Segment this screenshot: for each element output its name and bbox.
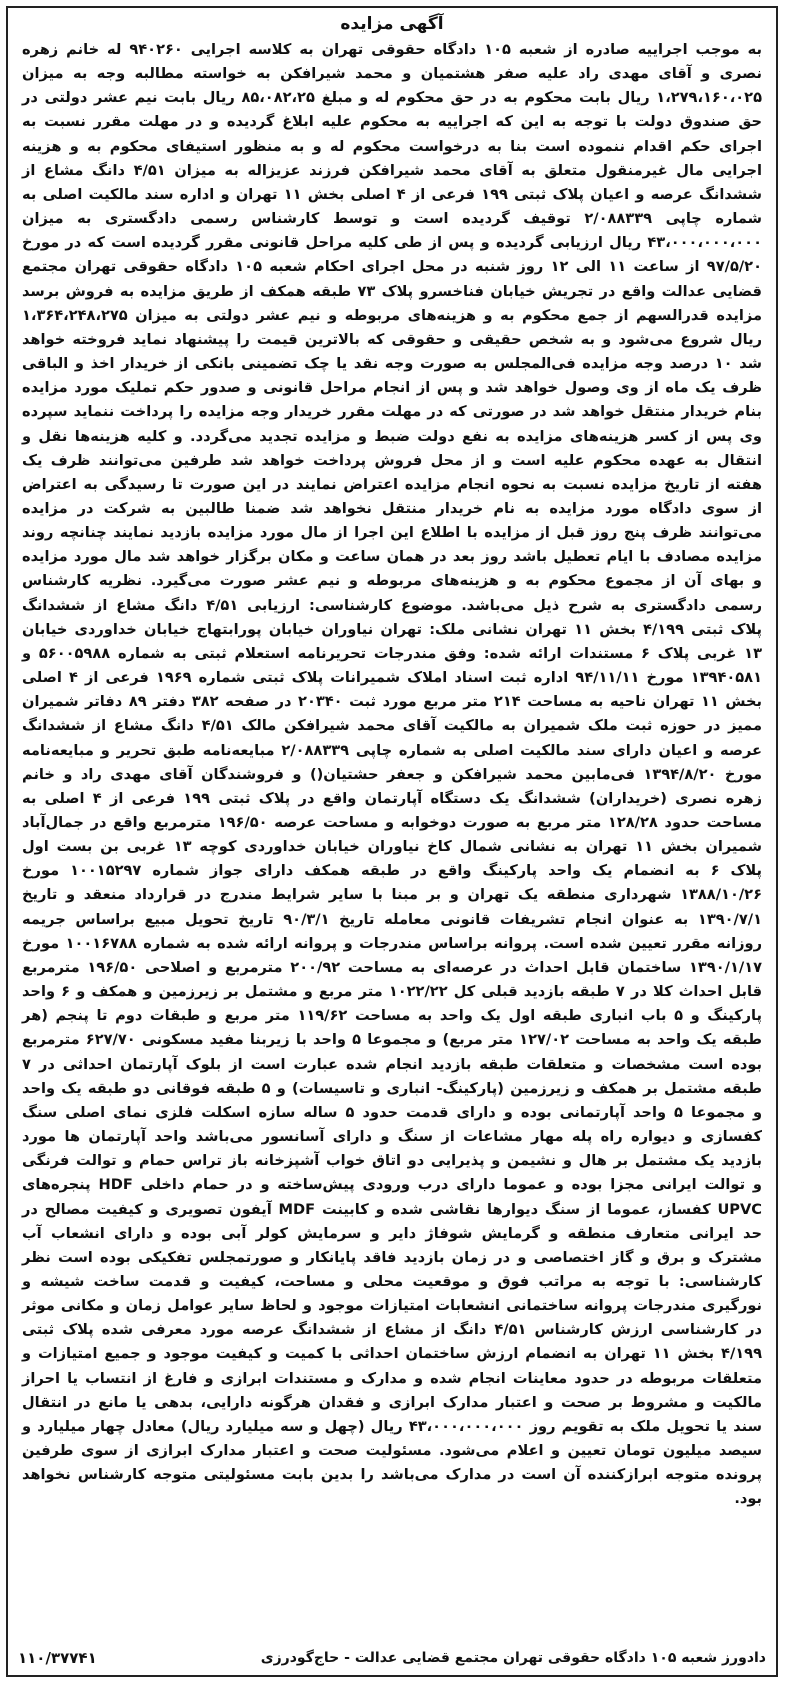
notice-body: به موجب اجراییه صادره از شعبه ۱۰۵ دادگاه حقوقی تهران به کلاسه اجرایی ۹۴۰۲۶۰ له خانم زهره نصری و آقای مهدی راد علیه صفر هشتمیان و محمد شیرافکن به خواسته مطالبه وجه به میزان ۱،۲۷۹،۱۶۰،۰۲۵ ریال بابت محکوم به در حق محکوم له و مبلغ ۸۵،۰۸۲،۲۵ ریال بابت نیم عشر دولتی در حق صندوق دولت با توجه به این که اجراییه به محکوم علیه ابلاغ گردیده و در مهلت مقرر نسبت به اجرای حکم اقدام ننموده است بنا به درخواست محکوم له و به منظور استیفای محکوم به و هزینه اجرایی مال غیرمنقول متعلق به آقای محمد شیرافکن فرزند عزیزاله به میزان ۴/۵۱ دانگ مشاع از ششدانگ عرصه و اعیان پلاک ثبتی ۱۹۹ فرعی از ۴ اصلی بخش ۱۱ تهران و اداره سند مالکیت اصلی به شماره چاپی ۲/۰۸۸۳۳۹ توقیف گردیده است و توسط کارشناس رسمی دادگستری به میزان ۴۳،۰۰۰،۰۰۰،۰۰۰ ریال ارزیابی گردیده و پس از طی کلیه مراحل قانونی مقرر گردیده است که در مورخ ۹۷/۵/۲۰ از ساعت ۱۱ الی ۱۲ روز شنبه در محل اجرای احکام شعبه ۱۰۵ دادگاه حقوقی تهران مجتمع قضایی عدالت واقع در تجریش خیابان فناخسرو پلاک ۷۳ طبقه همکف از طریق مزایده به فروش برسد مزایده قدرالسهم از جمع محکوم به و هزینه‌های مربوطه و نیم عشر دولتی به میزان ۱،۳۶۴،۲۴۸،۲۷۵ ریال شروع می‌شود و به شخص حقیقی و حقوقی که بالاترین قیمت را پیشنهاد نماید فروخته خواهد شد ۱۰ درصد وجه مزایده فی‌المجلس به صورت وجه نقد یا چک تضمینی بانکی از خریدار اخذ و الباقی ظرف یک ماه از وی وصول خواهد شد و پس از انجام مراحل قانونی و صدور حکم تملیک مورد مزایده بنام خریدار منتقل خواهد شد در صورتی که در مهلت مقرر خریدار وجه مزایده را پرداخت ننماید سپرده وی پس از کسر هزینه‌های مزایده به نفع دولت ضبط و مزایده تجدید می‌گردد. و کلیه هزینه‌ها نقل و انتقال به عهده محکوم علیه است و از محل فروش پرداخت خواهد شد طرفین می‌توانند ظرف یک هفته از تاریخ مزایده نسبت به نحوه انجام مزایده اعتراض نمایند در این صورت تا رسیدگی به اعتراض از سوی دادگاه مورد مزایده به نام خریدار منتقل نخواهد شد ضمنا طالبین به شرکت در مزایده می‌توانند ظرف پنج روز قبل از مزایده با اطلاع این اجرا از مال مورد مزایده بازدید نمایند چنانچه روند مزایده مصادف با ایام تعطیل باشد روز بعد در همان ساعت و مکان برگزار خواهد شد مال مورد مزایده و بهای آن از مجموع محکوم به و هزینه‌های مربوطه و نیم عشر صورت می‌گیرد. نظریه کارشناس رسمی دادگستری به شرح ذیل می‌باشد. موضوع کارشناسی: ارزیابی ۴/۵۱ دانگ مشاع از ششدانگ پلاک ثبتی ۴/۱۹۹ بخش ۱۱ تهران نشانی ملک: تهران نیاوران خیابان پورابتهاج خیابان خداوردی خیابان ۱۳ غربی پلاک ۶ مستندات ارائه شده: وفق مندرجات تحریرنامه استعلام ثبتی به شماره ۵۶۰۰۵۹۸۸ و ۱۳۹۴۰۵۸۱ مورخ ۹۴/۱۱/۱۱ اداره ثبت اسناد املاک شمیرانات پلاک ثبتی شماره ۱۹۶۹ فرعی از ۴ اصلی بخش ۱۱ تهران ناحیه به مساحت ۲۱۴ متر مربع مورد ثبت ۲۰۳۴۰ در صفحه ۳۸۲ دفتر ۸۹ دفاتر شمیران ممیز در حوزه ثبت ملک شمیران به مالکیت آقای محمد شیرافکن مالک ۴/۵۱ دانگ مشاع از ششدانگ عرصه و اعیان دارای سند مالکیت اصلی به شماره چاپی ۲/۰۸۸۳۳۹ مبایعه‌نامه طبق تحریر و مبایعه‌نامه مورخ ۱۳۹۴/۸/۲۰ فی‌مابین محمد شیرافکن و جعفر حشتیان() و فروشندگان آقای مهدی راد و خانم زهره نصری (خریداران) ششدانگ یک دستگاه آپارتمان واقع در پلاک ثبتی ۱۹۹ فرعی از ۴ اصلی به مساحت حدود ۱۲۸/۲۸ متر مربع به صورت دوخوابه و مساحت عرصه ۱۹۶/۵۰ مترمربع واقع در جمال‌آباد شمیران بخش ۱۱ تهران به نشانی شمال کاخ نیاوران خیابان خداوردی کوچه ۱۳ غربی بن بست اول پلاک ۶ به انضمام یک واحد پارکینگ واقع در طبقه همکف دارای جواز شماره ۱۰۰۱۵۲۹۷ مورخ ۱۳۸۸/۱۰/۲۶ شهرداری منطقه یک تهران و بر مبنا با سایر شرایط مندرج در قرارداد منعقد و تاریخ ۱۳۹۰/۷/۱ به عنوان انجام تشریفات قانونی معامله تاریخ ۹۰/۳/۱ تاریخ تحویل مبیع براساس جریمه روزانه مقرر تعیین شده است. پروانه براساس مندرجات و پروانه ارائه شده به شماره ۱۰۰۱۶۷۸۸ مورخ ۱۳۹۰/۱/۱۷ ساختمان قابل احداث در عرصه‌ای به مساحت ۲۰۰/۹۲ مترمربع و اصلاحی ۱۹۶/۵۰ مترمربع قابل احداث کلا در ۷ طبقه بازدید قبلی کل ۱۰۲۲/۲۲ متر مربع و مشتمل بر زیرزمین و همکف و ۶ واحد پارکینگ و ۵ باب انباری طبقه اول یک واحد به مساحت ۱۱۹/۶۲ متر مربع و طبقات دوم تا پنجم (هر طبقه یک واحد به مساحت ۱۲۷/۰۲ متر مربع) و مجموعا ۵ واحد با زیربنا مفید مسکونی ۶۲۷/۷۰ مترمربع بوده است مشخصات و متعلقات طبقه بازدید انجام شده عبارت است از بلوک آپارتمان احداثی در ۷ طبقه مشتمل بر همکف و زیرزمین (پارکینگ- انباری و تاسیسات) و ۵ طبقه فوقانی دو طبقه یک واحد و مجموعا ۵ واحد آپارتمانی بوده و دارای قدمت حدود ۵ ساله سازه اسکلت فلزی نمای اصلی سنگ کفسازی و دیواره راه پله مهار مشاعات از سنگ و دارای آسانسور می‌باشد واحد آپارتمان ها مورد بازدید یک مشتمل بر هال و نشیمن و پذیرایی دو اتاق خواب آشپزخانه باز تراس حمام و توالت فرنگی و توالت ایرانی مجزا بوده و عموما دارای درب ورودی پیش‌ساخته و در حمام داخلی HDF پنجره‌های UPVC کفساز، عموما از سنگ دیوارها نقاشی شده و کابینت MDF آیفون تصویری و کیفیت مصالح در حد ایرانی متعارف منطقه و گرمایش شوفاژ دایر و سرمایش کولر آبی بوده و دارای انشعاب آب مشترک و برق و گاز اختصاصی و در زمان بازدید فاقد پایانکار و صورتمجلس تفکیکی بوده است نظر کارشناسی: با توجه به مراتب فوق و موقعیت محلی و مساحت، کیفیت و قدمت ساخت شیشه و نورگیری مندرجات پروانه ساختمانی انشعابات امتیازات موجود و لحاظ سایر عوامل زمان و مکانی موثر در کارشناسی ارزش کارشناس ۴/۵۱ دانگ از مشاع از ششدانگ عرصه مورد معرفی شده پلاک ثبتی ۴/۱۹۹ بخش ۱۱ تهران به انضمام ارزش ساختمان احداثی با کمیت و کیفیت موجود و جمیع امتیازات و متعلقات مربوطه در حدود معاینات انجام شده و مدارک و مستندات ابرازی و فارغ از انتساب یا احراز مالکیت و مشروط بر صحت و اعتبار مدارک ابرازی و فقدان هرگونه دارایی، بدهی یا مانع در انتقال سند یا تحویل ملک به تقویم روز ۴۳،۰۰۰،۰۰۰،۰۰۰ ریال (چهل و سه میلیارد ریال) معادل چهار میلیارد و سیصد میلیون تومان تعیین و اعلام می‌شود. مسئولیت صحت و اعتبار مدارک ابرازی از سوی طرفین پرونده متوجه ابرازکننده آن است در مدارک می‌باشد را بدین بابت مسئولیتی متوجه کارشناس نخواهد بود. (22, 41, 763, 1508)
notice-footer (18, 1649, 766, 1667)
notice-code: ۱۱۰/۳۷۷۴۱ (18, 1649, 97, 1667)
auction-notice (6, 6, 778, 1677)
signature: دادورز شعبه ۱۰۵ دادگاه حقوقی تهران مجتمع قضایی عدالت - حاج‌گودرزی (260, 1650, 766, 1666)
notice-title: آگهی مزایده (340, 14, 444, 34)
